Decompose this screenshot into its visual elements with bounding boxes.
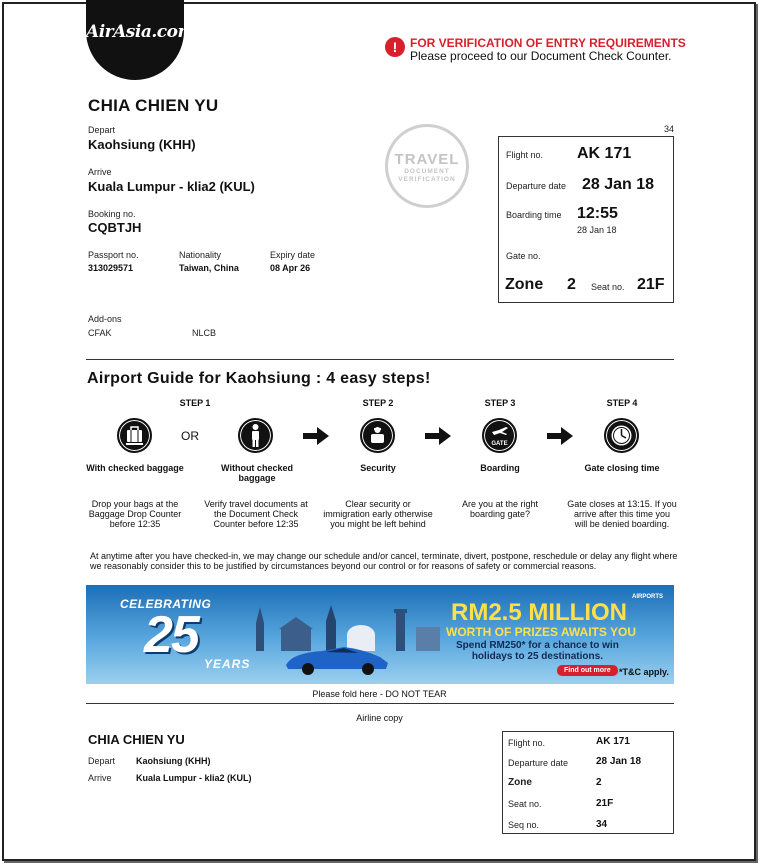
copy-flight-label: Flight no. — [508, 738, 546, 748]
step-description: Verify travel documents at the Document Check Counter before 12:35 — [204, 499, 308, 529]
divider — [86, 703, 674, 704]
sports-car-illustration — [282, 641, 392, 675]
step-description: Are you at the right boarding gate? — [461, 499, 539, 519]
airline-copy-heading: Airline copy — [356, 713, 403, 723]
step-header: STEP 4 — [606, 398, 638, 408]
step-caption: Boarding — [480, 463, 520, 473]
step-header: STEP 2 — [362, 398, 394, 408]
copy-date-value: 28 Jan 18 — [596, 756, 642, 767]
stamp-line: VERIFICATION — [398, 176, 456, 183]
passenger-name: CHIA CHIEN YU — [88, 96, 219, 115]
seat-value: 21F — [637, 276, 665, 293]
gate-icon — [482, 418, 517, 453]
flight-label: Flight no. — [506, 150, 544, 160]
notice-text: Please proceed to our Document Check Counter. — [410, 49, 672, 63]
flight-value: AK 171 — [577, 145, 632, 162]
departure-date-value: 28 Jan 18 — [582, 176, 655, 193]
copy-flight-value: AK 171 — [596, 736, 630, 747]
step-description: Clear security or immigration early otherwise you might be left behind — [323, 499, 433, 529]
notice-title: FOR VERIFICATION OF ENTRY REQUIREMENTS — [410, 36, 686, 50]
baggage-icon — [117, 418, 152, 453]
nationality-label: Nationality — [179, 250, 222, 260]
copy-seq-label: Seq no. — [508, 820, 540, 830]
arrow-right-icon — [547, 427, 573, 445]
sequence-number: 34 — [664, 124, 675, 134]
banner-years: YEARS — [204, 657, 251, 671]
seat-label: Seat no. — [591, 282, 625, 292]
divider — [86, 359, 674, 360]
boarding-time-value: 12:55 — [577, 205, 618, 222]
copy-seat-value: 21F — [596, 798, 614, 809]
copy-arrive-label: Arrive — [88, 773, 112, 783]
stamp-line: DOCUMENT — [404, 168, 450, 175]
banner-headline: RM2.5 MILLION — [451, 599, 628, 626]
arrow-right-icon — [303, 427, 329, 445]
passport-label: Passport no. — [88, 250, 139, 260]
step-caption: Without checked baggage — [221, 463, 293, 483]
banner-celebrating: CELEBRATING — [120, 597, 212, 611]
zone-label: Zone — [505, 276, 544, 293]
step-header: STEP 1 — [179, 398, 211, 408]
travel-document-stamp — [385, 124, 469, 208]
arrow-right-icon — [425, 427, 451, 445]
copy-arrive-value: Kuala Lumpur - klia2 (KUL) — [136, 773, 252, 783]
zone-value: 2 — [567, 276, 576, 293]
copy-seat-label: Seat no. — [508, 799, 542, 809]
or-text: OR — [181, 429, 199, 443]
step-description: Gate closes at 13:15. If you arrive after this time you will be denied boarding. — [567, 499, 677, 529]
departure-date-label: Departure date — [506, 181, 567, 191]
arrive-label: Arrive — [88, 167, 112, 177]
booking-label: Booking no. — [88, 209, 136, 219]
airports-logo: AIRPORTS — [632, 594, 664, 600]
copy-zone-value: 2 — [596, 777, 602, 788]
logo-text: AirAsia.com — [86, 22, 195, 42]
expiry-value: 08 Apr 26 — [270, 263, 311, 273]
banner-offer — [456, 640, 619, 662]
banner-offer-line: holidays to 25 destinations. — [471, 651, 603, 662]
airline-copy-name: CHIA CHIEN YU — [88, 732, 185, 747]
step-header: STEP 3 — [484, 398, 516, 408]
banner-offer-line: Spend RM250* for a chance to win — [456, 640, 619, 651]
copy-depart-label: Depart — [88, 756, 116, 766]
passport-value: 313029571 — [88, 263, 134, 273]
step-description: Drop your bags at the Baggage Drop Counter before 12:35 — [88, 499, 182, 529]
flight-info-box — [498, 136, 674, 303]
depart-label: Depart — [88, 125, 116, 135]
step-caption: Security — [360, 463, 396, 473]
security-icon — [360, 418, 395, 453]
nationality-value: Taiwan, China — [179, 263, 239, 273]
step-caption: Gate closing time — [584, 463, 660, 473]
terms-note: *T&C apply. — [619, 667, 669, 677]
step-caption: With checked baggage — [86, 463, 184, 473]
boarding-date: 28 Jan 18 — [577, 225, 617, 235]
gate-label: Gate no. — [506, 251, 541, 261]
arrive-value: Kuala Lumpur - klia2 (KUL) — [88, 179, 255, 194]
gate-text: GATE — [491, 441, 508, 447]
fold-instruction: Please fold here - DO NOT TEAR — [312, 689, 447, 699]
banner-number: 25 — [144, 606, 198, 664]
exclamation-icon: ! — [385, 37, 405, 57]
boarding-time-label: Boarding time — [506, 210, 562, 220]
airline-copy-box — [502, 731, 674, 834]
addons-label: Add-ons — [88, 314, 122, 324]
copy-zone-label: Zone — [508, 777, 532, 788]
clock-icon — [604, 418, 639, 453]
guide-title: Airport Guide for Kaohsiung : 4 easy steps! — [87, 370, 431, 387]
passenger-icon — [238, 418, 273, 453]
banner-subhead: WORTH OF PRIZES AWAITS YOU — [446, 625, 637, 639]
expiry-label: Expiry date — [270, 250, 316, 260]
depart-value: Kaohsiung (KHH) — [88, 137, 196, 152]
booking-value: CQBTJH — [88, 220, 142, 235]
copy-depart-value: Kaohsiung (KHH) — [136, 756, 211, 766]
promo-banner[interactable] — [86, 585, 674, 684]
copy-seq-value: 34 — [596, 819, 608, 830]
stamp-line: TRAVEL — [394, 151, 460, 168]
disclaimer-text: At anytime after you have checked-in, we may change our schedule and/or cancel, terminate, divert, postpone, reschedule or delay any flight where we reasonably consider this to be justified by circumstances beyond our control or for reasons of safety or commercial reasons. — [90, 551, 678, 571]
copy-date-label: Departure date — [508, 758, 569, 768]
addon-item: NLCB — [192, 328, 217, 338]
find-out-more-button[interactable]: Find out more — [557, 665, 618, 676]
addon-item: CFAK — [88, 328, 112, 338]
